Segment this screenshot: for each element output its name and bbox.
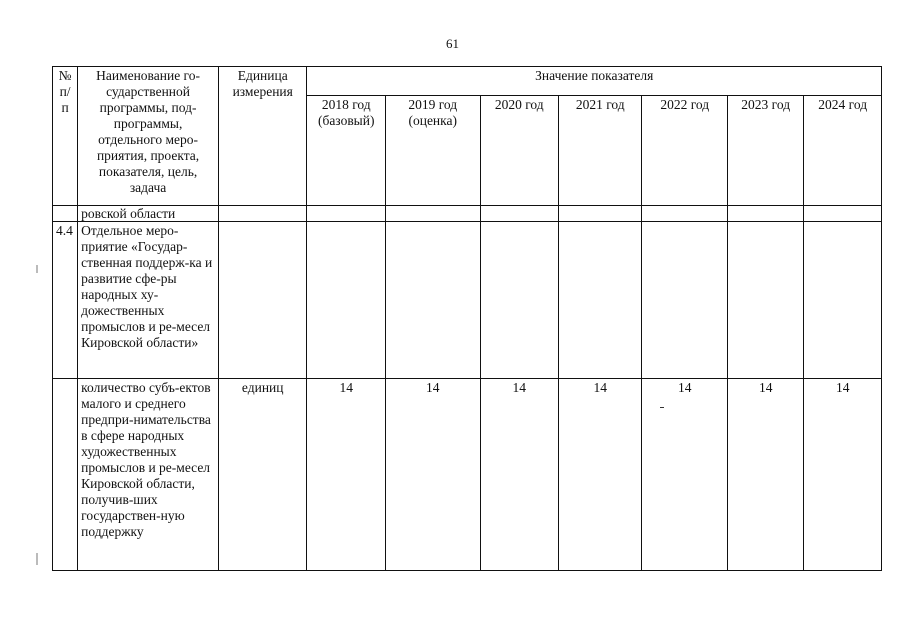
header-year-2023: 2023 год xyxy=(727,96,803,206)
cell-value-2020 xyxy=(480,222,558,379)
cell-value-2020 xyxy=(480,206,558,222)
cell-value-2020: 14 xyxy=(480,379,558,571)
cell-unit xyxy=(218,222,307,379)
indicator-table xyxy=(52,66,882,571)
cell-value-2024 xyxy=(804,222,882,379)
cell-value-2018: 14 xyxy=(307,379,385,571)
cell-unit xyxy=(218,206,307,222)
cell-name: количество субъ-ектов малого и среднего предпри-нимательства в сфере народных художественных промыслов и ре-месел Кировской области, получив-ших государствен-ную поддержку xyxy=(78,379,219,571)
cell-value-2018 xyxy=(307,206,385,222)
cell-unit: единиц xyxy=(218,379,307,571)
cell-name: Отдельное меро-приятие «Государ-ственная поддерж-ка и развитие сфе-ры народных ху-дожественных промыслов и ре-месел Кировской области» xyxy=(78,222,219,379)
cell-value-2022 xyxy=(642,206,728,222)
header-year-2020: 2020 год xyxy=(480,96,558,206)
scan-mark xyxy=(660,407,664,408)
cell-number xyxy=(53,379,78,571)
cell-value-2022 xyxy=(642,222,728,379)
header-unit: Единица измерения xyxy=(218,67,307,206)
cell-value-2021 xyxy=(558,222,641,379)
header-year-2022: 2022 год xyxy=(642,96,728,206)
cell-value-2023: 14 xyxy=(727,379,803,571)
cell-value-2018 xyxy=(307,222,385,379)
header-number: № п/п xyxy=(53,67,78,206)
header-year-2021: 2021 год xyxy=(558,96,641,206)
cell-number: 4.4 xyxy=(53,222,78,379)
header-indicator-value: Значение показателя xyxy=(307,67,882,96)
table-row-event-4-4 xyxy=(53,222,882,379)
header-year-2018: 2018 год (базовый) xyxy=(307,96,385,206)
scan-mark xyxy=(36,265,38,273)
cell-name: ровской области xyxy=(78,206,219,222)
scan-mark xyxy=(36,553,38,565)
header-row-top xyxy=(53,67,882,96)
cell-value-2021: 14 xyxy=(558,379,641,571)
header-year-2024: 2024 год xyxy=(804,96,882,206)
table-row-indicator xyxy=(53,379,882,571)
page-number: 61 xyxy=(446,36,459,51)
cell-number xyxy=(53,206,78,222)
cell-value-2023 xyxy=(727,222,803,379)
table-row-continuation xyxy=(53,206,882,222)
header-year-2019: 2019 год (оценка) xyxy=(385,96,480,206)
cell-value-2021 xyxy=(558,206,641,222)
cell-value-2019: 14 xyxy=(385,379,480,571)
header-name: Наименование го-сударственной программы, под-программы, отдельного меро-приятия, проекта, показателя, цель, задача xyxy=(78,67,219,206)
cell-value-2023 xyxy=(727,206,803,222)
cell-value-2019 xyxy=(385,206,480,222)
cell-value-2024 xyxy=(804,206,882,222)
cell-value-2024: 14 xyxy=(804,379,882,571)
cell-value-2022: 14 xyxy=(642,379,728,571)
cell-value-2019 xyxy=(385,222,480,379)
